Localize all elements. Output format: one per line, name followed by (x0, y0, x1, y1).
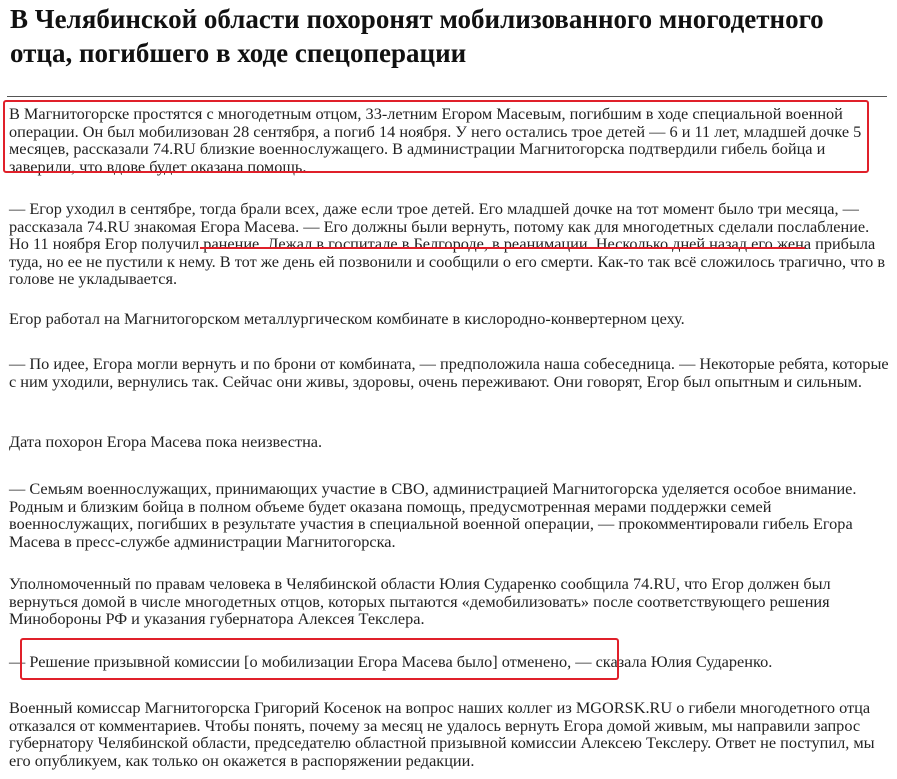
paragraph-reservation: — По идее, Егора могли вернуть и по брони от комбината, — предположила наша собеседница. — Некоторые ребята, которые с ним уходили, вернулись так. Сейчас они живы, здоровы, очень переживают. Они говорят, Егор был опытным и сильным. (9, 354, 889, 391)
paragraph-acquaintance-quote: — Егор уходил в сентябре, тогда брали всех, даже если трое детей. Его младшей дочке на тот момент было три месяца, — рассказала 74.RU знакомая Егора Масева. — Его должны были вернуть, потому как для многодетных сделали послабление. Но 11 ноября Егор получил ранение. Лежал в госпитале в Белгороде, в реанимации. Несколько дней назад его жена прибыла туда, но ее не пустили к нему. В тот же день ей позвонили и сообщили о его смерти. Как-то так всё сложилось трагично, что в голове не укладывается. (9, 199, 886, 288)
paragraph-lead: В Магнитогорске простятся с многодетным отцом, 33-летним Егором Масевым, погибшим в ходе специальной военной операции. Он был мобилизован 28 сентября, а погиб 14 ноября. У него остались трое детей — 6 и 11 лет, младшей дочке 5 месяцев, рассказали 74.RU близкие военнослужащего. В администрации Магнитогорска подтвердили гибель бойца и заверили, что вдове будет оказана помощь. (9, 104, 862, 176)
highlight-underline-wounded (200, 247, 805, 249)
paragraph-funeral-date: Дата похорон Егора Масева пока неизвестна. (9, 432, 323, 451)
paragraph-commission-decision: — Решение призывной комиссии [о мобилизации Егора Масева было] отменено, — сказала Юлия Сударенко. (9, 652, 773, 671)
paragraph-administration-comment: — Семьям военнослужащих, принимающих участие в СВО, администрацией Магнитогорска уделяется особое внимание. Родным и близким бойца в полном объеме будет оказана помощь, предусмотренная мерами поддержки семей военнослужащих, погибших в результате участия в специальной военной операции, — прокомментировали гибель Егора Масева в пресс-службе администрации Магнитогорска. (9, 479, 857, 551)
article-headline: В Челябинской области похоронят мобилизованного многодетного отца, погибшего в ходе спецоперации (10, 4, 824, 68)
paragraph-workplace: Егор работал на Магнитогорском металлургическом комбинате в кислородно-конвертерном цеху. (9, 309, 685, 328)
headline-divider (7, 96, 887, 97)
highlight-box-lead (3, 100, 869, 173)
highlight-box-commission (20, 638, 619, 680)
paragraph-ombudsman: Уполномоченный по правам человека в Челябинской области Юлия Сударенко сообщила 74.RU, что Егор должен был вернуться домой в числе многодетных отцов, которых пытаются «демобилизовать» после соответствующего решения Минобороны РФ и указания губернатора Алексея Текслера. (9, 574, 831, 628)
paragraph-military-commissar: Военный комиссар Магнитогорска Григорий Косенок на вопрос наших коллег из MGORSK.RU о гибели многодетного отца отказался от комментариев. Чтобы понять, почему за месяц не удалось вернуть Егора домой живым, мы направили запрос губернатору Челябинской области, председателю областной призывной комиссии Алексею Текслеру. Ответ не поступил, мы его опубликуем, как только он окажется в распоряжении редакции. (9, 698, 875, 770)
